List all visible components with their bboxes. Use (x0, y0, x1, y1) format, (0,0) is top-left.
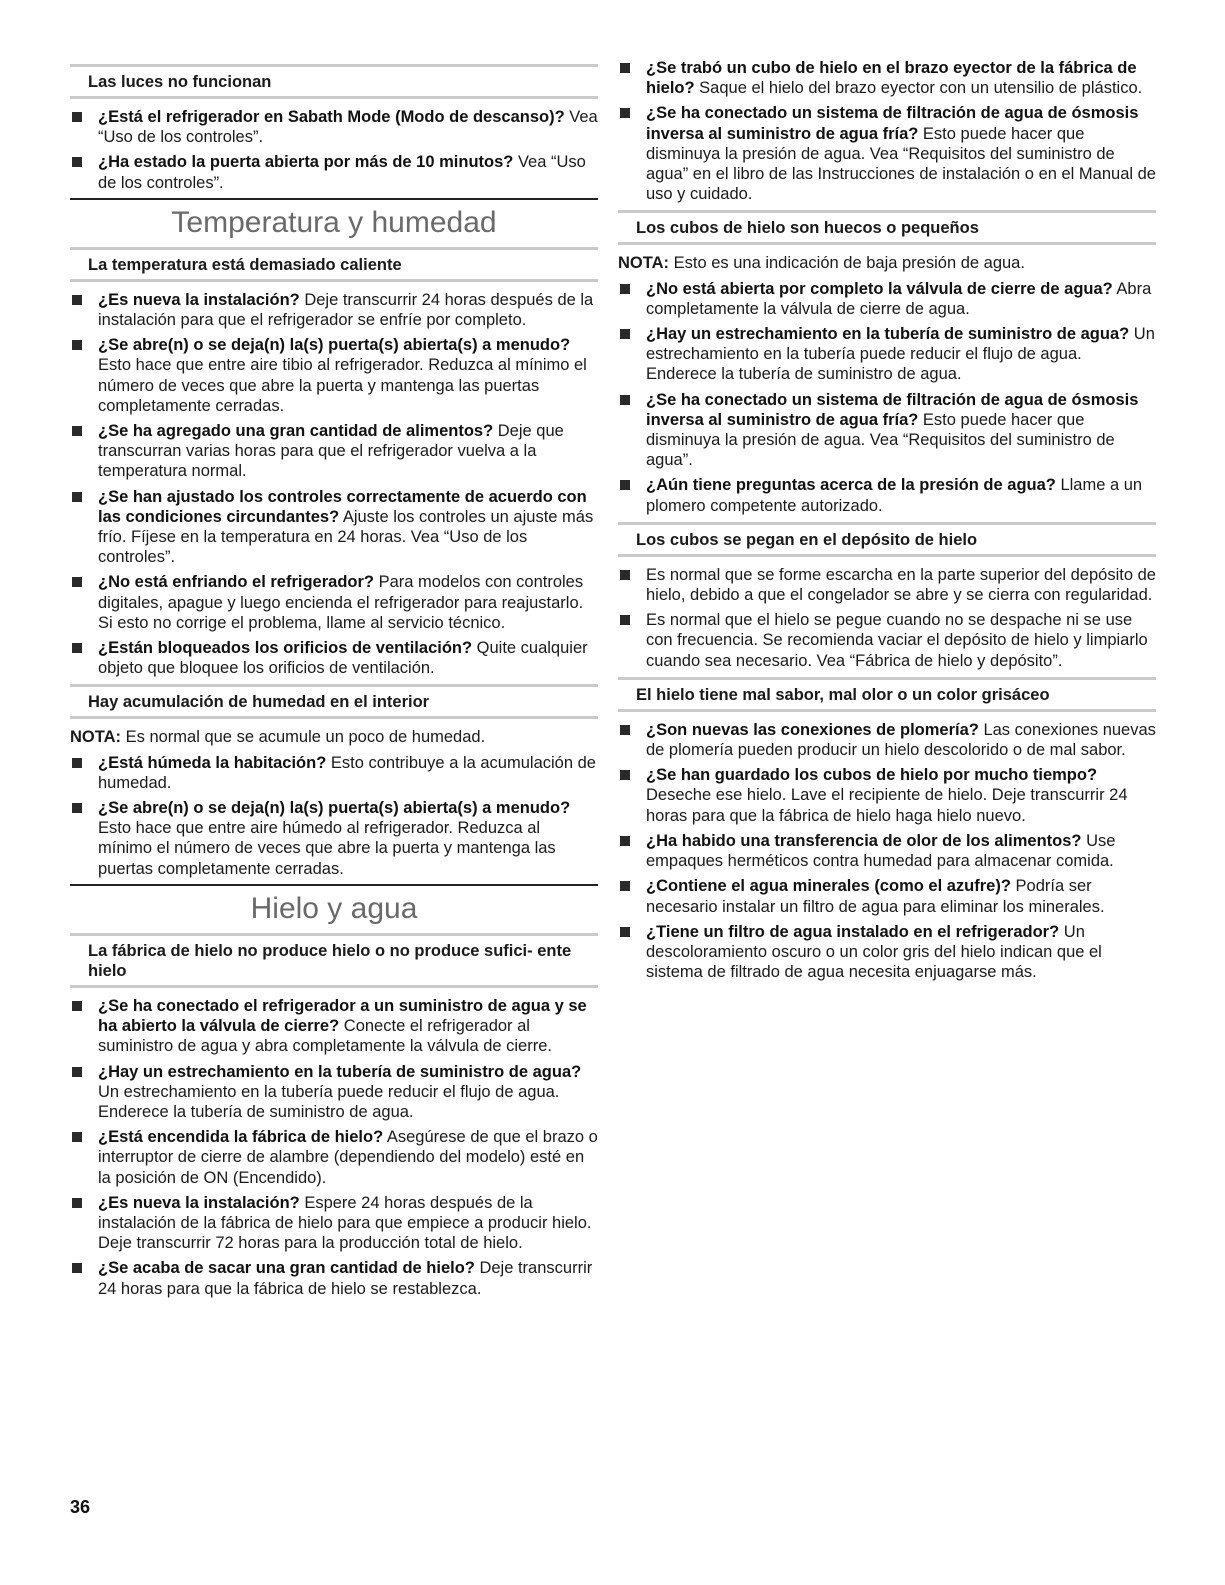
answer-text: Deje que transcurran varias horas para que el refrigerador vuelva a la temperatura normal. (98, 422, 564, 481)
page-number: 36 (70, 1497, 91, 1517)
answer-text: Esto hace que entre aire húmedo al refrigerador. Reduzca al mínimo el número de veces que abre la puerta y mantenga las puertas completamente cerradas. (98, 819, 556, 878)
square-bullet-icon (72, 426, 82, 436)
list-item (618, 390, 1156, 471)
list-item (70, 1127, 598, 1188)
answer-text: Llame a un plomero competente autorizado. (646, 476, 1143, 515)
square-bullet-icon (620, 570, 630, 580)
square-bullet-icon (72, 1001, 82, 1011)
list-item (618, 475, 1156, 515)
answer-text: Espere 24 horas después de la instalación de la fábrica de hielo para que empiece a producir hielo. Deje transcurrir 72 horas para la producción total de hielo. (98, 1193, 592, 1253)
section-rule (70, 884, 598, 886)
note-label: NOTA: (618, 254, 670, 273)
question-text: ¿Se trabó un cubo de hielo en el brazo eyector de la fábrica de hielo? (646, 59, 1137, 98)
troubleshoot-list-too-warm (70, 290, 598, 679)
list-item (618, 103, 1156, 204)
list-item (70, 753, 598, 793)
answer-text: Un estrechamiento en la tubería puede reducir el flujo de agua. Enderece la tubería de suministro de agua. (98, 1082, 560, 1121)
list-item (70, 487, 598, 568)
question-text: ¿Contiene el agua minerales (como el azufre)? (646, 877, 1011, 896)
list-item (70, 572, 598, 633)
list-item (70, 335, 598, 416)
square-bullet-icon (620, 881, 630, 891)
square-bullet-icon (620, 615, 630, 625)
troubleshoot-list-humidity (70, 753, 598, 879)
answer-text: Un estrechamiento en la tubería puede reducir el flujo de agua. Enderece la tubería de suministro de agua. (646, 325, 1155, 384)
subsection-heading-lights: Las luces no funcionan (70, 64, 598, 99)
square-bullet-icon (620, 927, 630, 937)
troubleshoot-list-cubes-stick (618, 565, 1156, 671)
answer-text: Use empaques herméticos contra humedad para almacenar comida. (646, 831, 1116, 871)
list-item (618, 324, 1156, 385)
answer-text: Ajuste los controles un ajuste más frío. Fíjese en la temperatura en 24 horas. Vea “Uso de los controles”. (98, 507, 594, 567)
question-text: ¿Se abre(n) o se deja(n) la(s) puerta(s) abierta(s) a menudo? (98, 799, 571, 818)
answer-text: Quite cualquier objeto que bloquee los orificios de ventilación. (98, 639, 588, 678)
section-title-ice-water: Hielo y agua (250, 891, 418, 925)
question-text: ¿Está encendida la fábrica de hielo? (98, 1128, 384, 1147)
list-item (70, 152, 598, 192)
troubleshoot-list-bad-taste (618, 720, 1156, 982)
question-text: ¿Se abre(n) o se deja(n) la(s) puerta(s) abierta(s) a menudo? (98, 336, 571, 355)
list-item (618, 765, 1156, 826)
square-bullet-icon (72, 803, 82, 813)
list-item (618, 565, 1156, 605)
list-item (70, 996, 598, 1057)
right-column (618, 58, 1156, 987)
question-text: ¿Hay un estrechamiento en la tubería de suministro de agua? (98, 1062, 582, 1081)
list-item (618, 831, 1156, 871)
list-item (70, 1258, 598, 1298)
answer-text: Esto contribuye a la acumulación de humedad. (98, 753, 596, 792)
question-text: ¿Se ha conectado el refrigerador a un suministro de agua y se ha abierto la válvula de cierre? (98, 996, 587, 1036)
answer-text: Deje transcurrir 24 horas para que la fábrica de hielo se restablezca. (98, 1259, 593, 1298)
answer-text: Esto puede hacer que disminuya la presión de agua. Vea “Requisitos del suministro de agua”. (646, 410, 1115, 470)
question-text: ¿Ha habido una transferencia de olor de los alimentos? (646, 831, 1082, 850)
note-low-pressure (618, 253, 1156, 273)
list-item (618, 876, 1156, 916)
troubleshoot-list-lights (70, 107, 598, 193)
troubleshoot-list-no-ice (70, 996, 598, 1299)
answer-text: Podría ser necesario instalar un filtro de agua para eliminar los minerales. (646, 877, 1105, 916)
question-text: ¿Es nueva la instalación? (98, 1193, 300, 1212)
troubleshoot-list-ice-continued (618, 58, 1156, 204)
answer-text: Abra completamente la válvula de cierre de agua. (646, 279, 1152, 318)
answer-text: Deje transcurrir 24 horas después de la instalación para que el refrigerador se enfríe por completo. (98, 290, 594, 330)
question-text: ¿No está enfriando el refrigerador? (98, 573, 374, 592)
square-bullet-icon (72, 112, 82, 122)
answer-text: Conecte el refrigerador al suministro de agua y abra completamente la válvula de cierre. (98, 1017, 552, 1056)
square-bullet-icon (72, 643, 82, 653)
square-bullet-icon (620, 63, 630, 73)
question-text: ¿Está húmeda la habitación? (98, 753, 327, 772)
question-text: ¿Tiene un filtro de agua instalado en el refrigerador? (646, 922, 1060, 941)
answer-text: Para modelos con controles digitales, apague y luego encienda el refrigerador para reajustarlo. Si esto no corrige el problema, llame al servicio técnico. (98, 573, 584, 632)
answer-text: Asegúrese de que el brazo o interruptor de cierre de alambre (dependiendo del modelo) esté en la posición de ON (Encendido). (98, 1128, 598, 1187)
square-bullet-icon (72, 1067, 82, 1077)
list-item (70, 290, 598, 330)
question-text: ¿Se han guardado los cubos de hielo por mucho tiempo? (646, 766, 1098, 785)
square-bullet-icon (620, 329, 630, 339)
square-bullet-icon (72, 340, 82, 350)
square-bullet-icon (620, 108, 630, 118)
question-text: ¿No está abierta por completo la válvula de cierre de agua? (646, 279, 1113, 298)
subsection-heading-hollow-cubes: Los cubos de hielo son huecos o pequeños (618, 210, 1156, 245)
answer-text: Vea “Uso de los controles”. (98, 108, 598, 147)
section-title-temperature: Temperatura y humedad (171, 205, 497, 239)
subsection-heading-cubes-stick: Los cubos se pegan en el depósito de hielo (618, 522, 1156, 557)
square-bullet-icon (72, 1132, 82, 1142)
subsection-heading-bad-taste: El hielo tiene mal sabor, mal olor o un color grisáceo (618, 677, 1156, 712)
square-bullet-icon (620, 480, 630, 490)
answer-text: Deseche ese hielo. Lave el recipiente de hielo. Deje transcurrir 24 horas para que la fábrica de hielo haga hielo nuevo. (646, 786, 1128, 825)
note-text: Es normal que se acumule un poco de humedad. (121, 728, 486, 747)
answer-text: Esto puede hacer que disminuya la presión de agua. Vea “Requisitos del suministro de agua” en el libro de las Instrucciones de instalación o en el Manual de uso y cuidado. (646, 124, 1156, 204)
answer-text: Es normal que se forme escarcha en la parte superior del depósito de hielo, debido a que el congelador se abre y se cierra con regularidad. (646, 565, 1156, 605)
answer-text: Un descoloramiento oscuro o un color gris del hielo indican que el sistema de filtrado de agua necesita enjuagarse más. (646, 922, 1102, 982)
section-rule (70, 198, 598, 200)
answer-text: Saque el hielo del brazo eyector con un utensilio de plástico. (694, 79, 1143, 98)
square-bullet-icon (620, 836, 630, 846)
square-bullet-icon (72, 577, 82, 587)
list-item (618, 922, 1156, 983)
troubleshoot-list-hollow-cubes (618, 279, 1156, 516)
note-text: Esto es una indicación de baja presión de agua. (669, 254, 1025, 273)
question-text: ¿Se ha conectado un sistema de filtración de agua de ósmosis inversa al suministro de agua fría? (646, 104, 1139, 143)
square-bullet-icon (72, 1263, 82, 1273)
question-text: ¿Ha estado la puerta abierta por más de 10 minutos? (98, 153, 514, 172)
square-bullet-icon (72, 758, 82, 768)
list-item (618, 58, 1156, 98)
question-text: ¿Se acaba de sacar una gran cantidad de hielo? (98, 1259, 475, 1278)
answer-text: Es normal que el hielo se pegue cuando no se despache ni se use con frecuencia. Se recomienda vaciar el depósito de hielo y limpiarlo cuando sea necesario. Vea “Fábrica de hielo y depósito”. (646, 611, 1148, 670)
answer-text: Esto hace que entre aire tibio al refrigerador. Reduzca al mínimo el número de veces que abre la puerta y mantenga las puertas completamente cerradas. (98, 356, 587, 415)
question-text: ¿Es nueva la instalación? (98, 290, 300, 309)
list-item (70, 1193, 598, 1254)
answer-text: Las conexiones nuevas de plomería pueden producir un hielo descolorido o de mal sabor. (646, 720, 1156, 760)
square-bullet-icon (620, 725, 630, 735)
square-bullet-icon (72, 1198, 82, 1208)
list-item (70, 421, 598, 482)
question-text: ¿Hay un estrechamiento en la tubería de suministro de agua? (646, 325, 1130, 344)
list-item (618, 279, 1156, 319)
question-text: ¿Aún tiene preguntas acerca de la presión de agua? (646, 476, 1056, 495)
question-text: ¿Están bloqueados los orificios de ventilación? (98, 639, 473, 658)
left-column (70, 58, 598, 1304)
question-text: ¿Se ha conectado un sistema de filtración de agua de ósmosis inversa al suministro de agua fría? (646, 390, 1139, 429)
square-bullet-icon (72, 157, 82, 167)
square-bullet-icon (620, 770, 630, 780)
list-item (70, 798, 598, 879)
list-item (618, 610, 1156, 671)
answer-text: Vea “Uso de los controles”. (98, 153, 586, 192)
list-item (70, 107, 598, 147)
question-text: ¿Se han ajustado los controles correctamente de acuerdo con las condiciones circundantes? (98, 487, 587, 526)
list-item (70, 638, 598, 678)
subsection-heading-humidity: Hay acumulación de humedad en el interior (70, 684, 598, 719)
square-bullet-icon (72, 492, 82, 502)
square-bullet-icon (72, 295, 82, 305)
note-humidity (70, 727, 598, 747)
list-item (70, 1062, 598, 1123)
list-item (618, 720, 1156, 760)
note-label: NOTA: (70, 728, 122, 747)
question-text: ¿Son nuevas las conexiones de plomería? (646, 720, 979, 739)
question-text: ¿Está el refrigerador en Sabath Mode (Modo de descanso)? (98, 108, 565, 126)
question-text: ¿Se ha agregado una gran cantidad de alimentos? (98, 422, 494, 441)
subsection-heading-too-warm: La temperatura está demasiado caliente (70, 247, 598, 282)
subsection-heading-no-ice: La fábrica de hielo no produce hielo o no produce sufici- ente hielo (70, 933, 598, 988)
square-bullet-icon (620, 284, 630, 294)
square-bullet-icon (620, 395, 630, 405)
